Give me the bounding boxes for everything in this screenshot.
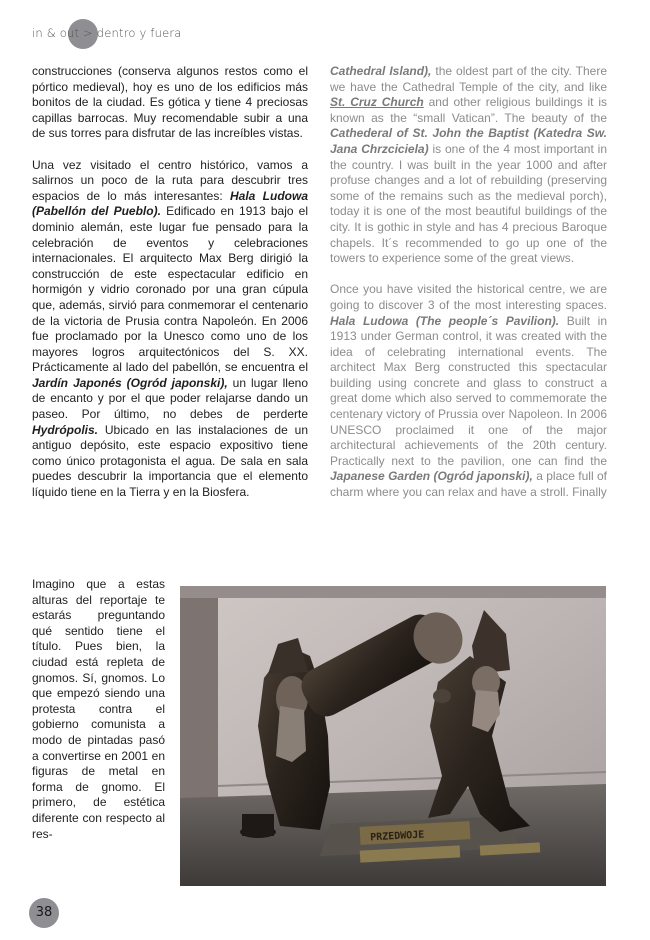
text-run: Una vez visitado el centro histórico, vamos a salirnos un poco de la ruta para descubrir tres espacios de lo más interesantes: — [32, 157, 308, 203]
gnomes-intro-column — [32, 577, 165, 842]
spanish-paragraph-2 — [32, 158, 308, 501]
spanish-column — [32, 64, 308, 501]
gnomes-photo — [180, 586, 606, 886]
text-run: Built in 1913 under German control, it was created with the idea of celebrating international events. The architect Max Berg constructed this spectacular building using concrete and glass to construct a great dome which also served to commemorate the centenary victory of Prussia over Napoleon. In 2006 UNESCO proclaimed it one of the major architectural achievements of the 20th century. Practically next to the pavilion, one can find the — [330, 313, 607, 468]
text-run: Ubicado en las instalaciones de un antiguo depósito, este espacio expositivo tiene como único protagonista el agua. De sala en sala puedes descubrir la importancia que el elemento líquido tiene en la Tierra y en la Biosfera. — [32, 422, 308, 500]
japanese-garden-name: Japanese Garden (Ogród japonski), — [330, 469, 533, 484]
cathedral-name: Cathederal of St. John the Baptist (Katedra Sw. Jana Chrzciciela) — [330, 126, 607, 156]
gnomes-illustration — [180, 586, 606, 886]
hala-ludowa-name: Hala Ludowa (Pabellón del Pueblo). — [32, 188, 308, 219]
text-run: un lugar lleno de encanto y por el que poder relajarse dando un paseo. Por último, no debes de perderte — [32, 375, 308, 422]
spanish-paragraph-3: Imagino que a estas alturas del reportaje te estarás preguntando qué sentido tiene el título. Pues bien, la ciudad está repleta de gnomos. Sí, gnomos. Lo que empezó siendo una protesta contra el gobierno comunista a modo de pintadas pasó a convertirse en 2001 en figuras de metal en forma de gnomo. El primero, de estética diferente con respecto al res- — [32, 577, 165, 841]
text-run: and other religious buildings it is known as the “small Vatican”. The beauty of the — [330, 95, 607, 125]
text-run: the oldest part of the city. There we have the Cathedral Temple of the city, and like — [330, 64, 608, 94]
cathedral-island-name: Cathedral Island), — [330, 64, 432, 78]
english-column — [330, 64, 607, 501]
st-cruz-church-name: St. Cruz Church — [330, 95, 424, 110]
text-run: is one of the 4 most important in the country. I was built in the year 1000 and after profuse changes and a lot of rebuilding (preserving some of the remains such as the medieval porch), today it is one of the most beautiful buildings of the city. It is gothic in style and has 4 precious Baroque chapels. It´s recommended to go up one of the towers to experience some of the great views. — [330, 141, 608, 266]
text-run: Once you have visited the historical centre, we are going to discover 3 of the most interesting spaces. — [330, 282, 607, 312]
section-header: in & out > dentro y fuera — [32, 26, 182, 40]
english-paragraph-1 — [330, 64, 607, 267]
page-number: 38 — [35, 905, 53, 920]
spanish-paragraph-1: construcciones (conserva algunos restos como el pórtico medieval), hoy es uno de los edificios más bonitos de la ciudad. Es gótica y tiene 4 preciosas capillas barrocas. Muy recomendable subir a una de sus torres para disfrutar de las increíbles vistas. — [32, 64, 308, 141]
hala-ludowa-name: Hala Ludowa (The people´s Pavilion). — [330, 313, 560, 328]
english-paragraph-2 — [330, 282, 607, 500]
japanese-garden-name: Jardín Japonés (Ogród japonski), — [32, 375, 228, 390]
text-run: Edificado en 1913 bajo el dominio alemán, este lugar fue pensado para la celebración de eventos y celebraciones internacionales. El arquitecto Max Berg dirigió la construcción de este espectacular edificio en hormigón y vidrio coronado por una gran cúpula que, además, sirvió para conmemorar el centenario de la victoria de Prusia contra Napoleón. En 2006 fue proclamado por la Unesco como uno de los mayores logros arquitectónicos del S. XX. Prácticamente al lado del pabellón, se encuentra el — [32, 204, 309, 375]
hydropolis-name: Hydrópolis. — [32, 422, 99, 437]
text-run: a place full of charm where you can relax and have a stroll. Finally — [330, 469, 608, 500]
plaque-text: PRZEDWOJE — [369, 829, 425, 844]
